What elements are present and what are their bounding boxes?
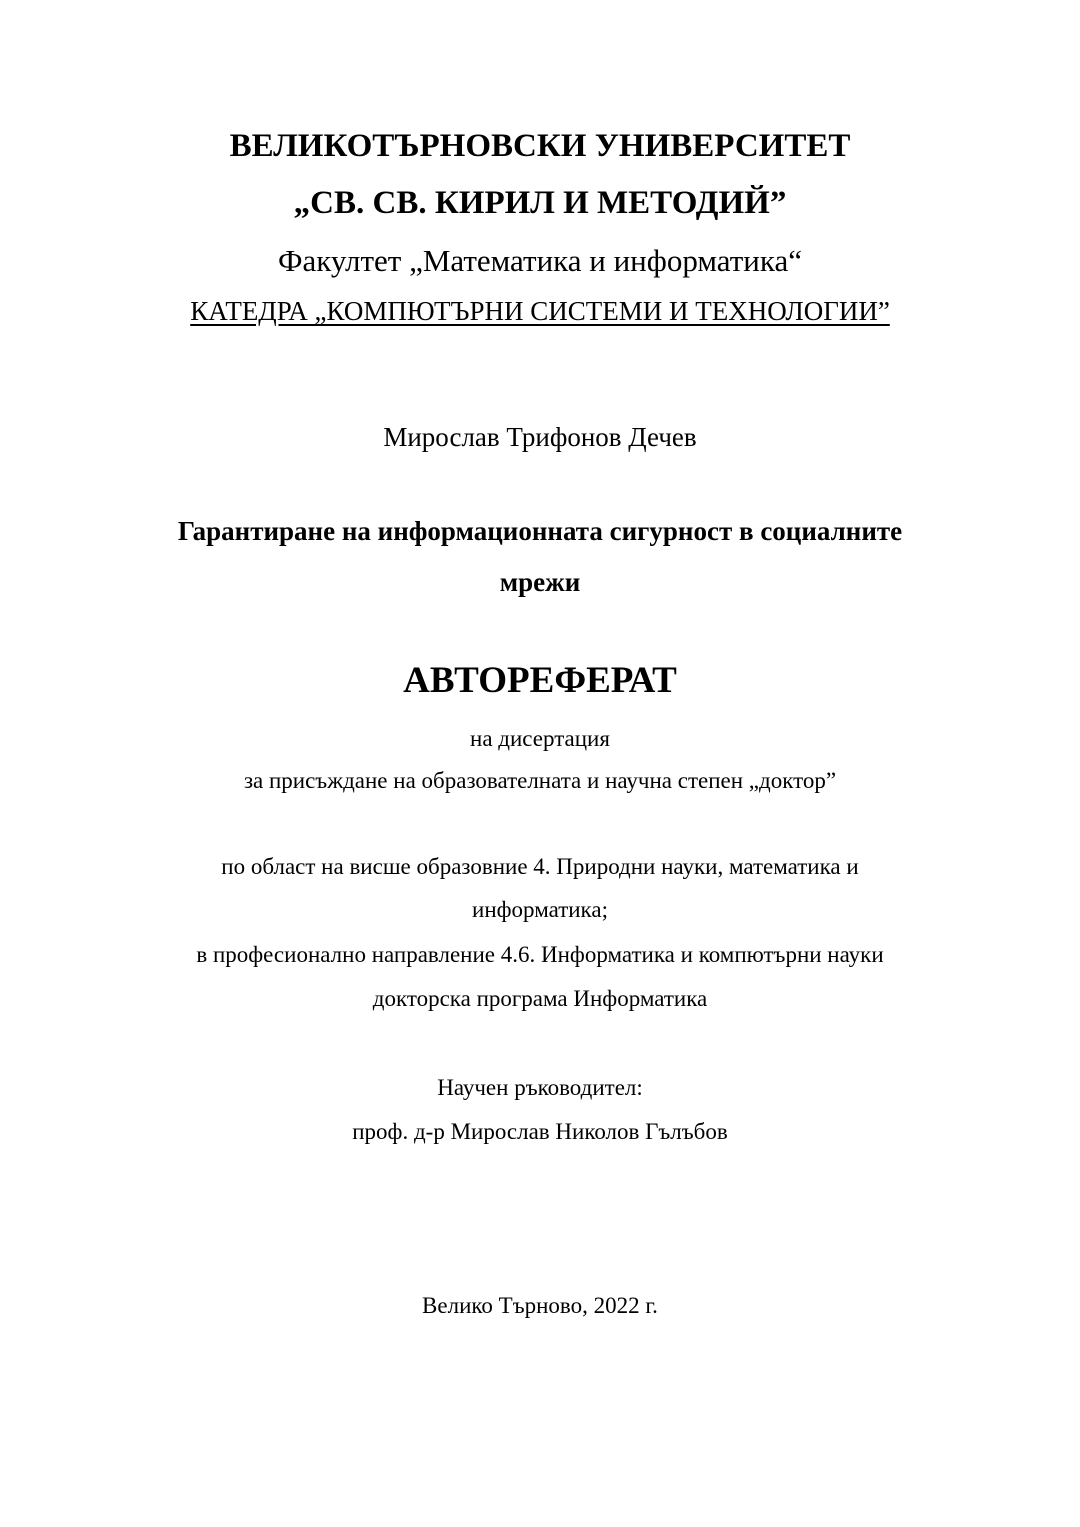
university-name-line2: „СВ. СВ. КИРИЛ И МЕТОДИЙ” bbox=[293, 185, 787, 221]
dissertation-line2: за присъждане на образователната и научна степен „доктор” bbox=[243, 768, 837, 793]
faculty-name: Факултет „Математика и информатика“ bbox=[277, 243, 803, 278]
department-name bbox=[0, 296, 1080, 327]
thesis-title-line1: Гарантиране на информационната сигурност в социалните bbox=[177, 516, 903, 546]
field-line3: в професионално направление 4.6. Информатика и компютърни науки bbox=[196, 942, 884, 967]
thesis-title-line2: мрежи bbox=[499, 567, 581, 597]
field-line4: докторска програма Информатика bbox=[372, 986, 708, 1011]
field-line2: информатика; bbox=[472, 897, 608, 922]
field-line1: по област на висше образовние 4. Природни науки, математика и bbox=[221, 854, 859, 879]
department-name-text: КАТЕДРА „КОМПЮТЪРНИ СИСТЕМИ И ТЕХНОЛОГИИ” bbox=[190, 296, 890, 326]
university-name-line1: ВЕЛИКОТЪРНОВСКИ УНИВЕРСИТЕТ bbox=[229, 128, 851, 164]
supervisor-name: проф. д-р Мирослав Николов Гълъбов bbox=[352, 1119, 728, 1144]
dissertation-line1: на дисертация bbox=[470, 726, 610, 751]
place-and-date: Велико Търново, 2022 г. bbox=[422, 1293, 658, 1318]
document-type-heading: АВТОРЕФЕРАТ bbox=[403, 660, 677, 701]
author-name: Мирослав Трифонов Дечев bbox=[383, 422, 697, 452]
supervisor-label: Научен ръководител: bbox=[437, 1075, 643, 1100]
